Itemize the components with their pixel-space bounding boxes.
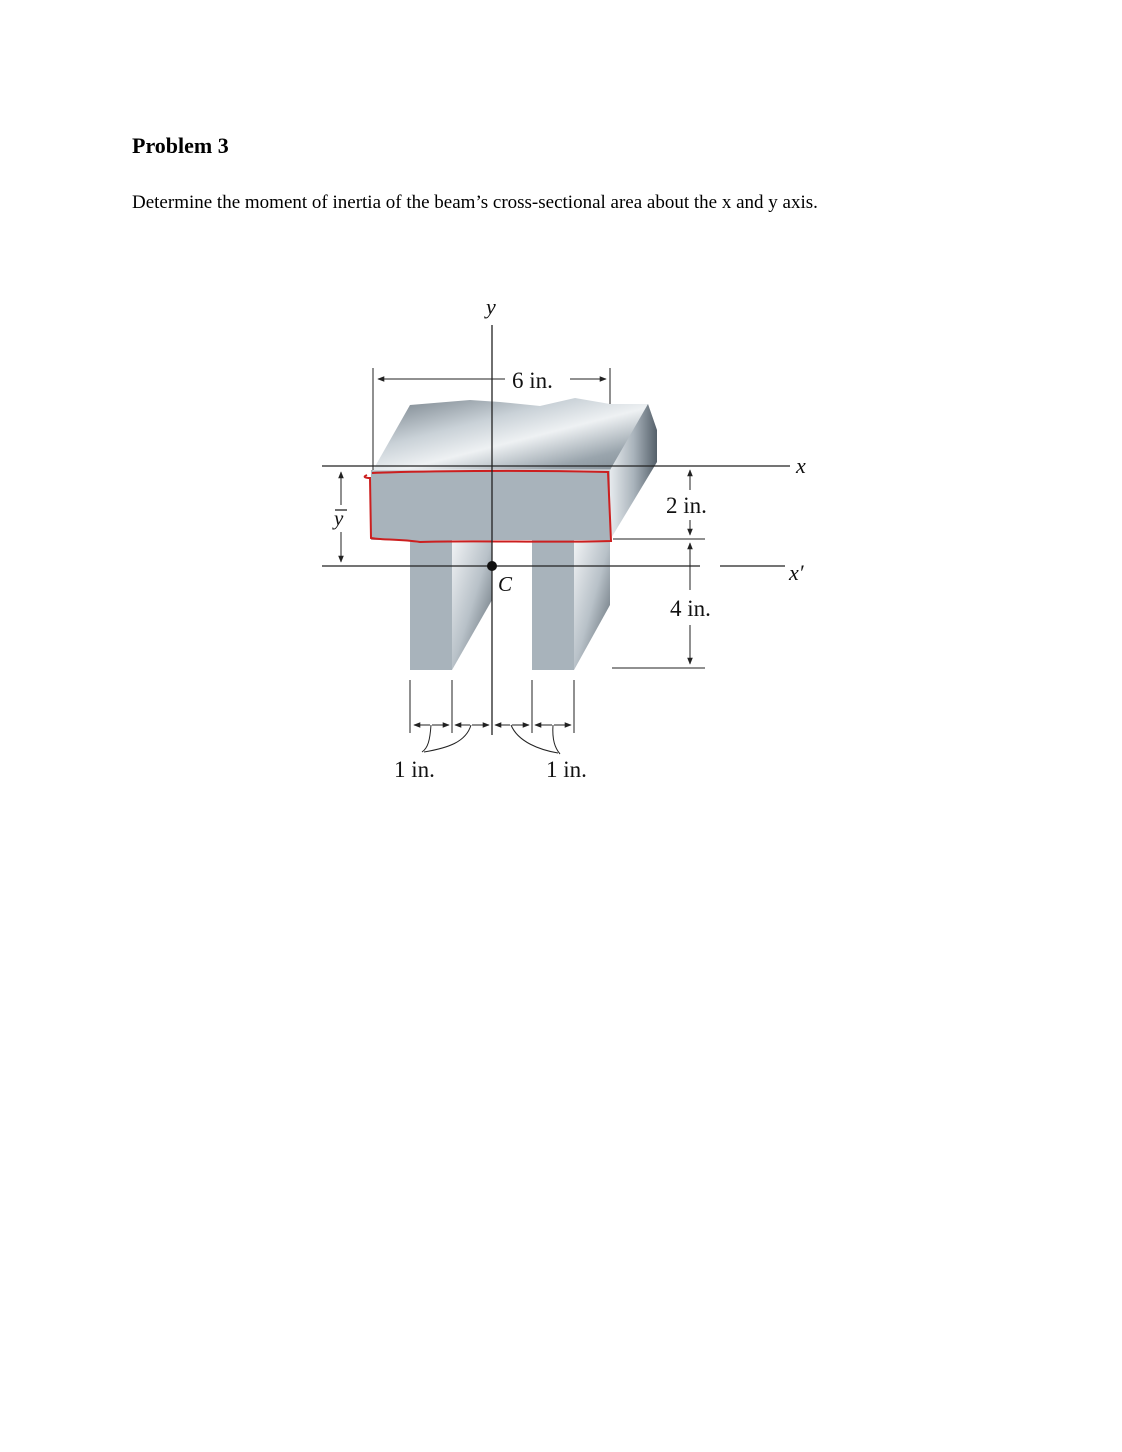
beam-flange-front (371, 470, 610, 540)
dim-left-leg-label: 1 in. (394, 757, 435, 782)
dim-right-leg-label: 1 in. (546, 757, 587, 782)
left-leg-side (452, 540, 492, 670)
beam-top-surface (373, 398, 657, 470)
centroid-label: C (498, 572, 513, 596)
right-leg-side (574, 540, 610, 670)
dim-web-label: 4 in. (670, 596, 711, 621)
problem-title: Problem 3 (132, 133, 229, 158)
right-leg-front (532, 540, 574, 670)
ybar-label: y (334, 506, 344, 530)
dim-width-label: 6 in. (512, 368, 553, 393)
centroid-point (487, 561, 497, 571)
left-leg-front (410, 540, 452, 670)
x-axis-label: x (796, 453, 806, 478)
dim-flange-label: 2 in. (666, 493, 707, 518)
problem-prompt: Determine the moment of inertia of the beam’s cross-sectional area about the x and y axis. (132, 192, 818, 213)
x-prime-axis-label: x′ (789, 560, 804, 585)
y-axis-label: y (486, 294, 496, 319)
beam-3d-body (371, 398, 657, 670)
